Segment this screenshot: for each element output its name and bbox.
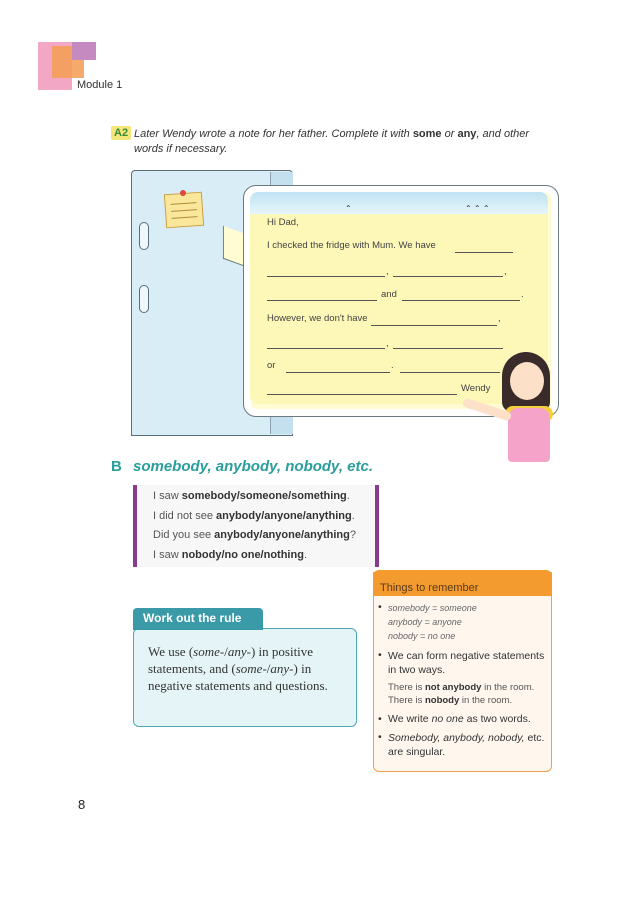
example-keyword: anybody/anyone/anything (214, 529, 350, 541)
letter-word-or: or (267, 360, 276, 371)
equivalence: anybody = anyone (388, 617, 462, 627)
example-text: There is (388, 682, 425, 693)
answer-blank[interactable] (393, 338, 503, 349)
remember-item (378, 731, 548, 759)
bird-icon: ⌃ (345, 204, 352, 213)
example-text: . (351, 509, 355, 522)
example-text: in the room. (459, 695, 513, 706)
period: . (521, 289, 524, 300)
answer-blank[interactable] (267, 338, 385, 349)
rule-fragment: any- (227, 644, 251, 659)
remember-text: no one (431, 713, 464, 725)
bullet-icon: • (378, 713, 382, 725)
remember-text: We write (388, 713, 432, 725)
remember-example (388, 681, 548, 694)
example-text: I did not see (153, 509, 216, 522)
letter-signature: Wendy (461, 383, 491, 394)
answer-blank[interactable] (393, 266, 503, 277)
example-keyword: not anybody (424, 682, 482, 693)
example-text: I saw (153, 490, 182, 502)
example-text: . (346, 490, 350, 502)
section-title: somebody, anybody, nobody, etc. (133, 458, 374, 475)
instruction-text: , and other words if necessary. (134, 128, 530, 155)
remember-text: etc. are singular. (388, 732, 545, 758)
example-box (133, 485, 379, 567)
example-keyword: anybody/anyone/anything (216, 509, 352, 522)
letter-line: However, we don't have (267, 313, 368, 324)
example-sentence (137, 546, 375, 566)
answer-blank[interactable] (267, 384, 457, 395)
instruction-text: or (441, 128, 458, 140)
example-text: in the room. (481, 682, 535, 693)
bullet-icon: • (378, 601, 382, 613)
example-sentence (137, 526, 375, 546)
module-badge-square (72, 42, 96, 60)
remember-text: We can form negative statements in two ways. (388, 650, 545, 676)
rule-text (148, 643, 348, 694)
equivalence: nobody = no one (388, 631, 456, 641)
instruction-text: Later Wendy wrote a note for her father. Complete it with (134, 128, 413, 140)
example-text: There is (388, 695, 425, 706)
answer-blank[interactable] (267, 290, 377, 301)
remember-item (378, 649, 548, 707)
girl-face (510, 362, 544, 400)
clouds-top (250, 192, 548, 214)
rule-fragment: any- (270, 661, 294, 676)
exercise-tag: A2 (111, 126, 131, 140)
bullet-icon: • (378, 731, 382, 743)
comma: , (504, 266, 507, 277)
remember-text: as two words. (463, 713, 531, 725)
example-keyword: nobody/no one/nothing (181, 548, 304, 561)
example-text: Did you see (153, 529, 215, 541)
answer-blank[interactable] (267, 266, 385, 277)
rule-fragment: / (224, 644, 228, 659)
rule-fragment: ) in positive statements, and ( (148, 644, 314, 676)
fridge-handle (139, 222, 149, 250)
sticky-note (164, 192, 204, 229)
remember-item (378, 601, 548, 643)
example-keyword: somebody/someone/something (181, 490, 347, 502)
bullet-icon: • (378, 649, 382, 661)
rule-fragment: / (266, 661, 271, 676)
module-label: Module 1 (77, 79, 123, 91)
answer-blank[interactable] (400, 362, 500, 373)
section-letter: B (111, 458, 122, 475)
bird-icon: ⌃ ⌃ ⌃ (465, 204, 490, 213)
girl-apron (508, 408, 550, 462)
fridge-handle (139, 285, 149, 313)
letter-greeting: Hi Dad, (267, 217, 299, 228)
comma: , (498, 313, 501, 324)
letter-word-and: and (381, 289, 397, 300)
example-text: . (303, 548, 307, 561)
example-sentence (137, 507, 375, 527)
rule-fragment: ) in negative statements and questions. (148, 661, 328, 693)
remember-item (378, 713, 548, 725)
rule-fragment: some- (235, 661, 267, 676)
example-text: I saw (153, 548, 182, 561)
pin-icon (180, 190, 186, 196)
equivalence: somebody = someone (388, 603, 477, 613)
remember-example (388, 694, 548, 707)
answer-blank[interactable] (455, 242, 513, 253)
answer-blank[interactable] (286, 362, 390, 373)
remember-text: Somebody, anybody, nobody, (388, 732, 525, 744)
period: . (391, 360, 394, 371)
rule-fragment: We use ( (148, 644, 194, 659)
remember-title: Things to remember (380, 582, 479, 594)
answer-blank[interactable] (402, 290, 520, 301)
rule-title: Work out the rule (143, 611, 242, 625)
letter-line: I checked the fridge with Mum. We have (267, 240, 436, 251)
example-text: ? (349, 529, 356, 541)
comma: , (386, 266, 389, 277)
example-keyword: nobody (424, 695, 460, 706)
exercise-instruction (134, 127, 534, 157)
keyword-any: any (457, 128, 477, 140)
page-number: 8 (78, 797, 86, 812)
answer-blank[interactable] (371, 315, 497, 326)
keyword-some: some (412, 128, 442, 140)
comma: , (386, 338, 389, 349)
remember-content (378, 601, 548, 765)
rule-fragment: some- (193, 644, 225, 659)
example-sentence (137, 487, 375, 507)
